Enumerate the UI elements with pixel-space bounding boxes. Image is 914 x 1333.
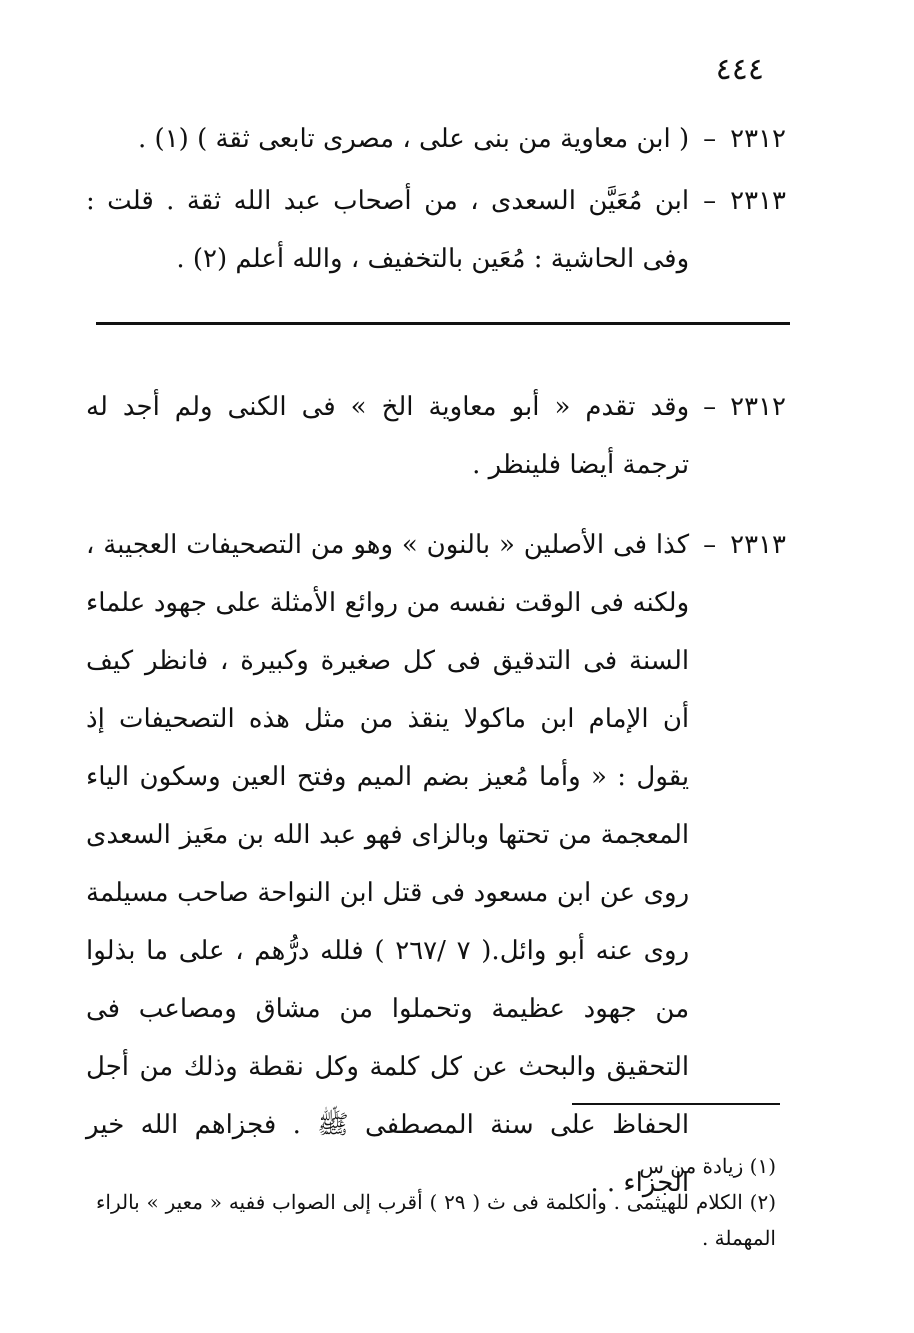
main-separator-rule xyxy=(96,322,790,325)
footnote-text: زيادة من س xyxy=(639,1154,744,1178)
entry-dash: – xyxy=(703,124,717,154)
commentary-entry-2313 xyxy=(86,516,786,1212)
entry-dash: – xyxy=(703,186,717,216)
footnote-text: الكلام للهيثمى . والكلمة فى ث ( ٢٩ ) أقرب إلى الصواب ففيه « معير » بالراء المهملة . xyxy=(96,1190,776,1250)
page-number: ٤٤٤ xyxy=(715,52,764,87)
entry-number: ٢٣١٣ xyxy=(730,530,786,560)
footnote-marker: (١) xyxy=(749,1154,776,1178)
footnote-2 xyxy=(96,1184,776,1256)
footnote-1 xyxy=(96,1148,776,1184)
commentary-entry-2312 xyxy=(86,378,786,494)
entry-number: ٢٣١٢ xyxy=(730,392,786,422)
footnote-marker: (٢) xyxy=(749,1190,777,1214)
entry-number: ٢٣١٢ xyxy=(730,124,786,154)
entry-text: ( ابن معاوية من بنى على ، مصرى تابعى ثقة ) (١) . xyxy=(138,124,690,154)
entry-number: ٢٣١٣ xyxy=(730,186,786,216)
entry-dash: – xyxy=(703,530,717,560)
footnote-separator-rule xyxy=(572,1103,780,1105)
entry-dash: – xyxy=(703,392,717,422)
entry-text: ابن مُعَيَّن السعدى ، من أصحاب عبد الله ثقة . قلت : وفى الحاشية : مُعَين بالتخفيف ، والله أعلم (٢) . xyxy=(86,186,690,274)
entry-text: وقد تقدم « أبو معاوية الخ » فى الكنى ولم أجد له ترجمة أيضا فلينظر . xyxy=(86,392,690,480)
main-entry-2313 xyxy=(86,172,786,288)
main-entry-2312 xyxy=(86,110,786,168)
entry-text: كذا فى الأصلين « بالنون » وهو من التصحيفات العجيبة ، ولكنه فى الوقت نفسه من روائع الأمثلة على جهود علماء السنة فى التدقيق فى كل صغيرة وكبيرة ، فانظر كيف أن الإمام ابن ماكولا ينقذ من مثل هذه التصحيفات إذ يقول : « وأما مُعيز بضم الميم وفتح العين وسكون الياء المعجمة من تحتها وبالزاى فهو عبد الله بن معَيز السعدى روى عن ابن مسعود فى قتل ابن النواحة صاحب مسيلمة روى عنه أبو وائل.( ٧ /٢٦٧ ) فلله درُّهم ، على ما بذلوا من جهود عظيمة وتحملوا من مشاق ومصاعب فى التحقيق والبحث عن كل كلمة وكل نقطة وذلك من أجل الحفاظ على سنة المصطفى ﷺ . فجزاهم الله خير الجزاء . . xyxy=(86,530,690,1198)
